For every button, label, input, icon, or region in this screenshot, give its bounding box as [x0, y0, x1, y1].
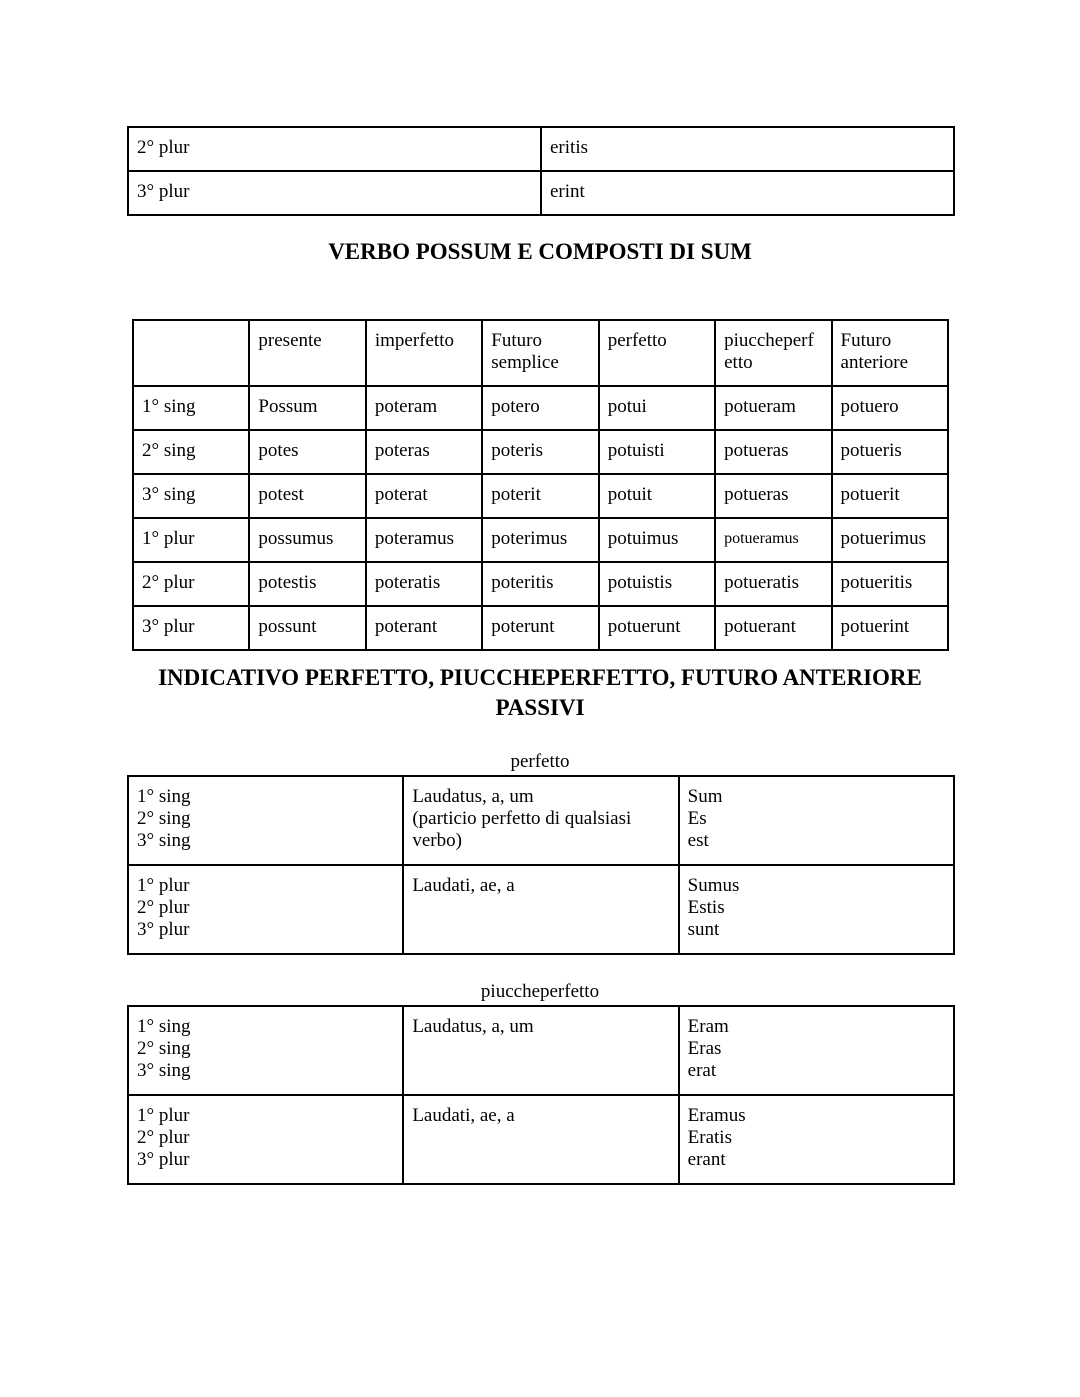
table-cell: potuerint — [832, 606, 948, 650]
table-row — [128, 865, 954, 954]
table-cell: potueris — [832, 430, 948, 474]
table-row — [133, 562, 948, 606]
piuccheperfetto-passivo-table — [127, 1005, 955, 1185]
table-cell: 2° plur — [128, 127, 541, 171]
table-cell: 1° sing 2° sing 3° sing — [128, 1006, 403, 1095]
table-row — [128, 1095, 954, 1184]
table-cell — [133, 320, 249, 386]
table-cell: 1° sing 2° sing 3° sing — [128, 776, 403, 865]
table-row — [128, 171, 954, 215]
table-cell: potuerit — [832, 474, 948, 518]
perfetto-passivo-table — [127, 775, 955, 955]
table-cell: poterunt — [482, 606, 598, 650]
table-cell: Laudati, ae, a — [403, 1095, 678, 1184]
table-cell: possunt — [249, 606, 365, 650]
table-row — [133, 430, 948, 474]
table-cell: potueramus — [715, 518, 831, 562]
table-cell: presente — [249, 320, 365, 386]
table-cell: poterit — [482, 474, 598, 518]
caption-perfetto: perfetto — [510, 751, 570, 772]
section-title-passivi-line2: PASSIVI — [495, 695, 585, 720]
table-cell: poterat — [366, 474, 482, 518]
table-row — [133, 606, 948, 650]
table-cell: poterant — [366, 606, 482, 650]
table-cell: potestis — [249, 562, 365, 606]
table-cell: 1° plur 2° plur 3° plur — [128, 865, 403, 954]
table-cell: potest — [249, 474, 365, 518]
table-cell: potuit — [599, 474, 715, 518]
table-cell: potueras — [715, 430, 831, 474]
table-cell: potueras — [715, 474, 831, 518]
table-cell: potuistis — [599, 562, 715, 606]
table-cell: 2° sing — [133, 430, 249, 474]
table-cell: potuisti — [599, 430, 715, 474]
table-cell: poteris — [482, 430, 598, 474]
table-cell: Futuro semplice — [482, 320, 598, 386]
table-cell: eritis — [541, 127, 954, 171]
caption-piuccheperfetto: piuccheperfetto — [480, 981, 600, 1002]
table-header-row — [133, 320, 948, 386]
table-row — [128, 1006, 954, 1095]
table-cell: Laudatus, a, um — [403, 1006, 678, 1095]
table-cell: Possum — [249, 386, 365, 430]
table-cell: 2° plur — [133, 562, 249, 606]
table-cell: poteramus — [366, 518, 482, 562]
table-row — [128, 127, 954, 171]
table-cell: potui — [599, 386, 715, 430]
table-cell: piuccheperf etto — [715, 320, 831, 386]
possum-conjugation-table — [132, 319, 949, 651]
table-row — [133, 386, 948, 430]
table-cell: Sum Es est — [679, 776, 954, 865]
table-cell: poteram — [366, 386, 482, 430]
table-cell: potuerunt — [599, 606, 715, 650]
table-cell: potueratis — [715, 562, 831, 606]
table-cell: 3° plur — [128, 171, 541, 215]
table-cell: Laudatus, a, um (particio perfetto di qualsiasi verbo) — [403, 776, 678, 865]
table-cell: potero — [482, 386, 598, 430]
table-cell: 1° plur — [133, 518, 249, 562]
table-cell: poteritis — [482, 562, 598, 606]
table-cell: 1° plur 2° plur 3° plur — [128, 1095, 403, 1184]
table-cell: poterimus — [482, 518, 598, 562]
table-row — [128, 776, 954, 865]
table-cell: Eramus Eratis erant — [679, 1095, 954, 1184]
table-cell: 3° sing — [133, 474, 249, 518]
table-cell: Laudati, ae, a — [403, 865, 678, 954]
table-cell: 3° plur — [133, 606, 249, 650]
table-cell: perfetto — [599, 320, 715, 386]
table-cell: Eram Eras erat — [679, 1006, 954, 1095]
table-cell: imperfetto — [366, 320, 482, 386]
table-cell: possumus — [249, 518, 365, 562]
futuro-sum-table-continued — [127, 126, 955, 216]
table-row — [133, 518, 948, 562]
table-cell: Sumus Estis sunt — [679, 865, 954, 954]
table-cell: potuimus — [599, 518, 715, 562]
table-cell: poteras — [366, 430, 482, 474]
section-title-possum: VERBO POSSUM E COMPOSTI DI SUM — [328, 239, 752, 264]
table-row — [133, 474, 948, 518]
table-cell: potuerant — [715, 606, 831, 650]
table-cell: potueram — [715, 386, 831, 430]
table-cell: potuero — [832, 386, 948, 430]
section-title-passivi-line1: INDICATIVO PERFETTO, PIUCCHEPERFETTO, FUTURO ANTERIORE — [158, 665, 922, 690]
table-cell: potueritis — [832, 562, 948, 606]
table-cell: 1° sing — [133, 386, 249, 430]
table-cell: poteratis — [366, 562, 482, 606]
table-cell: potes — [249, 430, 365, 474]
table-cell: Futuro anteriore — [832, 320, 948, 386]
table-cell: potuerimus — [832, 518, 948, 562]
table-cell: erint — [541, 171, 954, 215]
